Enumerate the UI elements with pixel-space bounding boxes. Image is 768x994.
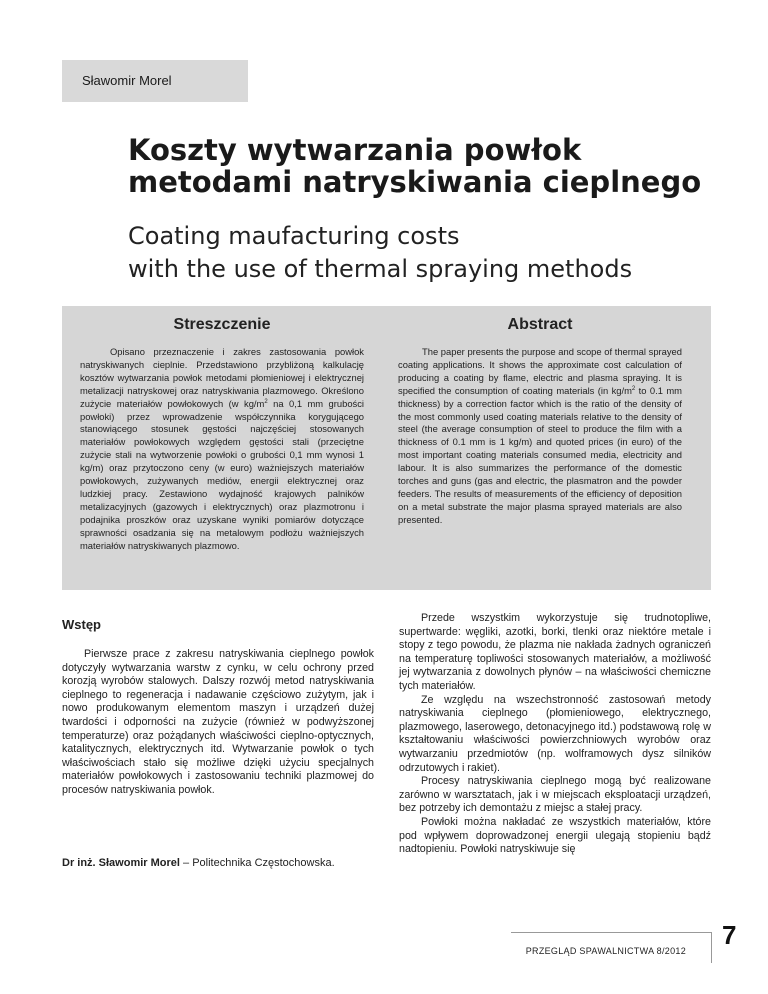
body-paragraph: Ze względu na wszechstronność zastosowań metody natryskiwania cieplnego (płomieniowego, elektrycznego, plazmowego, laserowego, detonacyjnego itd.) podstawową rolę w kształtowaniu właściwości powierzchniowych wyrobów oraz wytwarzaniu przedmiotów (np. wolframowych dysz silników odrzutowych i rakiet). <box>399 693 711 774</box>
article-title <box>128 134 728 198</box>
article-subtitle <box>128 220 728 286</box>
subtitle-line-2: with the use of thermal spraying methods <box>128 255 633 283</box>
page-number: 7 <box>722 920 737 950</box>
author-name: Sławomir Morel <box>82 73 172 88</box>
abstract-english-text: The paper presents the purpose and scope of thermal sprayed coating applications. It shows the approximate cost calculation of producing a coating by flame, electric and plasma spraying. It is specified the consumption of coating materials (in $kg/m^2$ to 0.1 mm thickness) by a correction factor which is the ratio of the density of the most commonly used coating materials relative to the density of steel (the average consumption of steel to produce the film with a thickness of 0.1 mm is 1 kg/m) and quoted prices (in euro) of the most important coating materials consumed media, electricity and labour. It is also summarizes the performance of the domestic torches and guns (gas and electric, the plasmatron and the powder feeders. The results of measurements of the efficiency of deposition on a metal substrate the major plasma sprayed materials are also presented. <box>398 346 682 525</box>
title-line-1: Koszty wytwarzania powłok <box>128 133 582 167</box>
subtitle-line-1: Coating maufacturing costs <box>128 222 460 250</box>
left-column <box>62 648 374 798</box>
journal-footer <box>511 932 712 963</box>
abstract-polish-heading: Streszczenie <box>173 316 271 333</box>
body-paragraph: Przede wszystkim wykorzystuje się trudnotopliwe, supertwarde: węgliki, azotki, borki, tlenki oraz niektóre metale i stopy z tego powodu, że plazma nie nakłada żadnych ograniczeń na temperaturę topliwości stosowanych materiałów, a możliwość jej wytwarzania z dowolnych płynów – na właściwości chemiczne tych materiałów. <box>399 612 711 692</box>
abstract-english-heading: Abstract <box>507 316 573 333</box>
author-affiliation: Dr inż. Sławomir Morel – Politechnika Częstochowska. <box>62 857 335 869</box>
author-box <box>62 60 248 102</box>
title-line-2: metodami natryskiwania cieplnego <box>128 165 702 199</box>
body-paragraph: Procesy natryskiwania cieplnego mogą być realizowane zarówno w warsztatach, jak i w miejscach eksploatacji urządzeń, bez potrzeby ich demontażu z miejsc a stałej pracy. <box>399 775 711 815</box>
body-paragraph: Powłoki można nakładać ze wszystkich materiałów, które pod wpływem doprowadzonej energii ulegają stopieniu bądź nadtopieniu. Powłoki natryskiwuje się <box>399 815 711 856</box>
body-paragraph: Pierwsze prace z zakresu natryskiwania cieplnego powłok dotyczyły wytwarzania warstw z cynku, w celu ochrony przed korozją wyrobów stalowych. Dalszy rozwój metod natryskiwania cieplnego to regeneracja i nadawanie częściowo zużytym, jak i nowo produkowanym elementom maszyn i urządzeń dużej twardości i odporności na zużycie (również w podwyższonej temperaturze) oraz pożądanych właściwości cieplno-optycznych, katalitycznych, elektrycznych itd. Wytwarzanie powłok o tych właściwościach stało się możliwe dzięki użyciu specjalnych materiałów powłokowych i zastosowaniu techniki plazmowej do procesów natryskiwania powłok. <box>62 648 374 796</box>
journal-label: PRZEGLĄD SPAWALNICTWA 8/2012 <box>525 946 686 956</box>
right-column <box>399 612 711 857</box>
abstract-polish-text: Opisano przeznaczenie i zakres zastosowania powłok natryskiwanych cieplnie. Przedstawiono przybliżoną kalkulację kosztów wytwarzania powłok metodami płomieniowej i elektrycznej metalizacji natryskowej oraz natryskiwania plazmowego. Określono zużycie materiałów powłokowych (w $kg/m^2$ na 0,1 mm grubości powłoki) przez wprowadzenie współczynnika korygującego stanowiącego stosunek gęstości najczęściej stosowanych materiałów powłokowych względem gęstości stali (przeciętne zużycie stali na wytworzenie powłoki o grubości 0,1 mm wynosi 1 kg/m) oraz przytoczono ceny (w euro) ważniejszych materiałów powłokowych, zużywanych mediów, energii elektrycznej oraz ludzkiej pracy. Zestawiono wydajność krajowych palników metalizacyjnych (gazowych i elektrycznych) oraz plazmotronu i podajnika proszków oraz uzyskane wyniki pomiarów dotyczące sprawności osadzania się na metalowym podłożu ważniejszych materiałów natryskiwanych plazmowo. <box>80 346 364 551</box>
section-heading: Wstęp <box>62 617 101 632</box>
abstract-box <box>62 306 711 590</box>
